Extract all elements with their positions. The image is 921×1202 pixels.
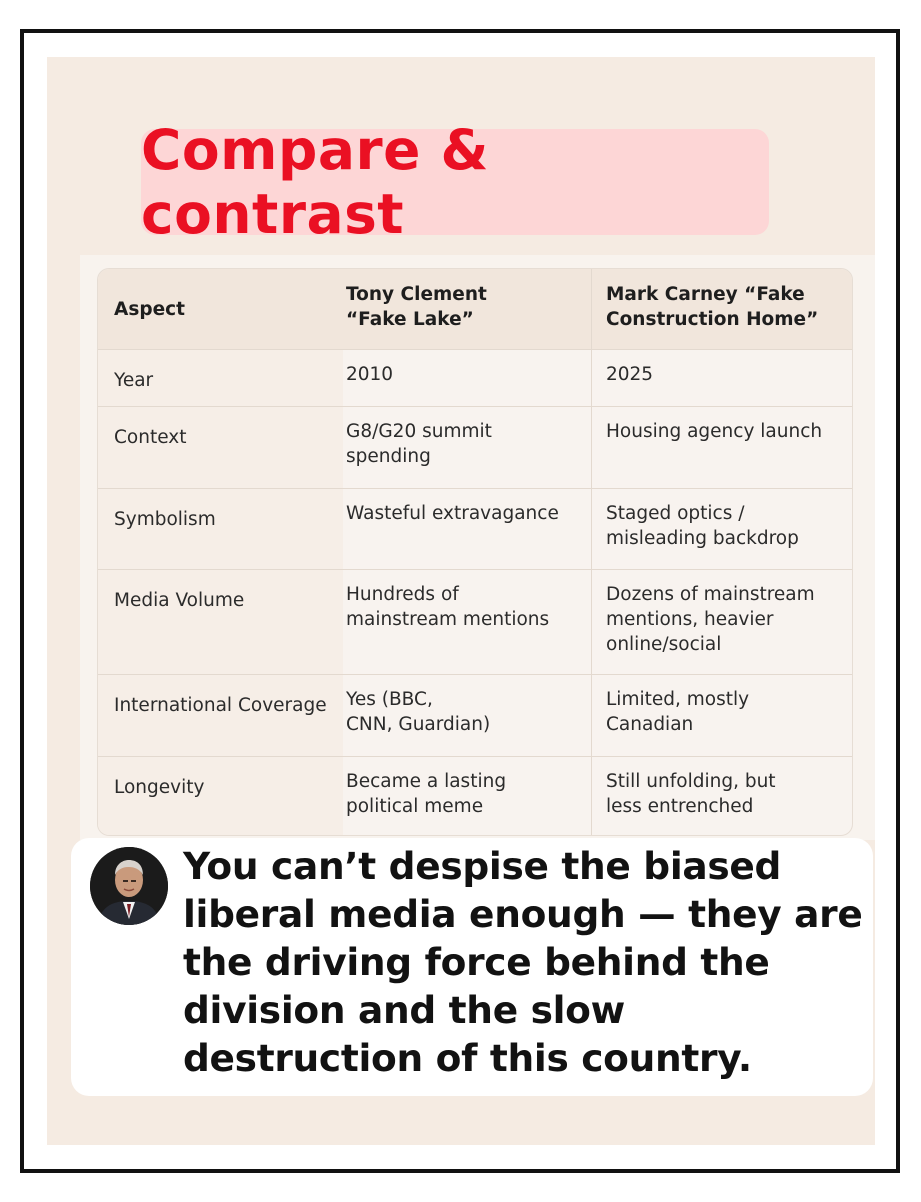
cell-context-clement: G8/G20 summit spending	[346, 421, 492, 467]
cell-symbolism-carney: Staged optics / misleading backdrop	[606, 503, 799, 549]
avatar	[90, 847, 168, 925]
column-divider	[591, 269, 592, 835]
row-label-media-volume: Media Volume	[98, 569, 343, 674]
page-title: Compare & contrast	[141, 118, 489, 246]
row-label-context: Context	[98, 406, 343, 488]
quote-card	[71, 838, 873, 1096]
row-label-year: Year	[98, 349, 343, 406]
row-divider	[98, 756, 852, 757]
row-divider	[98, 349, 852, 350]
cell-year-clement: 2010	[346, 364, 394, 385]
header-mark-carney: Mark Carney “Fake Construction Home”	[591, 269, 852, 349]
header-tony-clement: Tony Clement “Fake Lake”	[343, 269, 591, 349]
cell-coverage-clement: Yes (BBC, CNN, Guardian)	[346, 689, 491, 735]
cell-symbolism-clement: Wasteful extravagance	[346, 503, 559, 524]
quote-text: You can’t despise the biased liberal media enough — they are the driving force behind the division and the slow destruction of this country.	[183, 844, 863, 1080]
cell-context-carney: Housing agency launch	[606, 421, 823, 442]
portrait-image	[90, 847, 168, 925]
cell-longevity-carney: Still unfolding, but less entrenched	[606, 771, 776, 817]
cell-coverage-carney: Limited, mostly Canadian	[606, 689, 750, 735]
cell-media-volume-clement: Hundreds of mainstream mentions	[346, 584, 550, 630]
row-divider	[98, 674, 852, 675]
row-divider	[98, 488, 852, 489]
row-divider	[98, 569, 852, 570]
header-aspect: Aspect	[98, 269, 343, 349]
cell-media-volume-carney: Dozens of mainstream mentions, heavier online/social	[606, 584, 815, 655]
row-label-international-coverage: International Coverage	[98, 674, 343, 756]
row-label-symbolism: Symbolism	[98, 488, 343, 569]
cell-year-carney: 2025	[606, 364, 654, 385]
comparison-table	[97, 268, 853, 836]
title-banner	[141, 118, 769, 246]
cell-longevity-clement: Became a lasting political meme	[346, 771, 507, 817]
row-label-longevity: Longevity	[98, 756, 343, 835]
row-divider	[98, 406, 852, 407]
